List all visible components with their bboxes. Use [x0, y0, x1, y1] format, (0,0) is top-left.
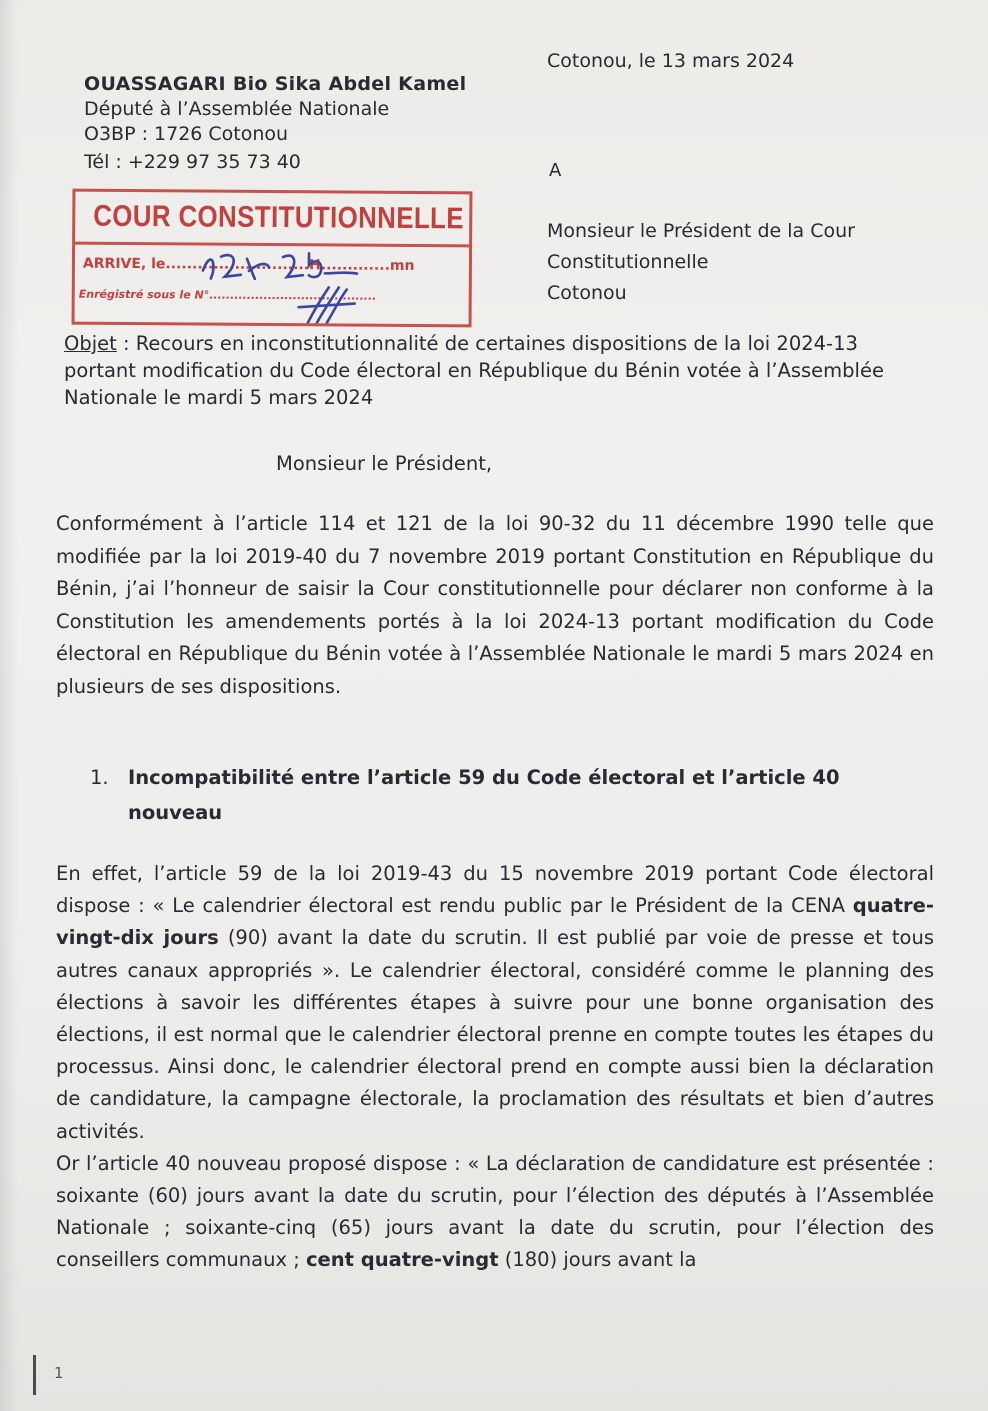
subject-label: Objet — [64, 332, 117, 355]
recipient-line-3: Cotonou — [547, 282, 627, 304]
stamp-registered-dots: ........................................ — [209, 288, 377, 303]
stamp-arrive-dots: ........................... — [165, 256, 310, 274]
page-number: 1 — [54, 1364, 64, 1382]
stamp-hour-label: H — [309, 257, 321, 274]
section-1-number: 1. — [90, 766, 109, 789]
sender-name: OUASSAGARI Bio Sika Abdel Kamel — [84, 73, 467, 95]
paragraph-article-59 — [56, 858, 934, 1277]
section-1-heading — [90, 760, 934, 830]
stamp-arrival-line: ARRIVE, le...........................H.............mn — [82, 255, 415, 274]
recipient-line-1: Monsieur le Président de la Cour — [547, 220, 855, 242]
sender-phone: Tél : +229 97 35 73 40 — [84, 151, 301, 173]
subject-text: : Recours en inconstitutionnalité de certaines dispositions de la loi 2024-13 portant modification du Code électoral en République du Bénin votée à l’Assemblée Nationale le mardi 5 mars 2024 — [64, 332, 884, 409]
letter-subject — [64, 330, 934, 411]
p2-text-2: (90) avant la date du scrutin. Il est publié par voie de presse et tous autres canaux appropriés ». Le calendrier électoral, considéré comme le planning des élections à savoir les différentes étapes à suivre pour une bonne organisation des élections, il est normal que le calendrier électoral prenne en compte toutes les étapes du processus. Ainsi donc, le calendrier électoral prend en compte aussi bien la déclaration de candidature, la campagne électorale, la proclamation des résultats et bien d’autres activités. — [56, 926, 934, 1143]
sender-title: Député à l’Assemblée Nationale — [84, 98, 390, 120]
p3-text-2: (180) jours avant la — [498, 1248, 697, 1272]
stamp-arrive-label: ARRIVE, le — [82, 255, 166, 273]
p2-bold-1: quatre-vingt-dix jours — [56, 894, 934, 950]
handwritten-annotation-icon — [195, 242, 366, 323]
p2-text-1: En effet, l’article 59 de la loi 2019-43 du 15 novembre 2019 portant Code électoral dispose : « Le calendrier électoral est rendu public par le Président de la CENA — [56, 862, 934, 918]
stamp-minute-label: mn — [389, 257, 415, 274]
stamp-title: COUR CONSTITUTIONNELLE — [93, 199, 465, 236]
paragraph-introduction: Conformément à l’article 114 et 121 de la loi 90-32 du 11 décembre 1990 telle que modifiée par la loi 2019-40 du 7 novembre 2019 portant Constitution en République du Bénin, j’ai l’honneur de saisir la Cour constitutionnelle pour déclarer non conforme à la Constitution les amendements portés à la loi 2024-13 portant modification du Code électoral en République du Bénin votée à l’Assemblée Nationale le mardi 5 mars 2024 en plusieurs de ses dispositions. — [56, 512, 934, 698]
margin-mark — [33, 1355, 36, 1395]
reception-stamp — [72, 189, 473, 328]
p3-bold-1: cent quatre-vingt — [305, 1248, 499, 1272]
letter-date: Cotonou, le 13 mars 2024 — [547, 50, 795, 72]
addressee-marker: A — [549, 160, 562, 181]
recipient-block — [547, 216, 855, 309]
recipient-line-2: Constitutionnelle — [547, 251, 709, 273]
page-edge-shadow — [0, 0, 18, 1411]
stamp-registered-label: Enrégistré sous le N° — [78, 287, 210, 302]
sender-block — [84, 72, 466, 175]
section-1-title: Incompatibilité entre l’article 59 du Code électoral et l’article 40 nouveau — [128, 766, 840, 824]
salutation: Monsieur le Président, — [276, 452, 493, 475]
p3-text-1: Or l’article 40 nouveau proposé dispose : « La déclaration de candidature est présentée : soixante (60) jours avant la date du scrutin, pour l’élection des députés à l’Assemblée Nationale ; soixante-cinq (65) jours avant la date du scrutin, pour l’élection des conseillers communaux ; — [56, 1151, 934, 1272]
sender-address: O3BP : 1726 Cotonou — [84, 123, 289, 145]
